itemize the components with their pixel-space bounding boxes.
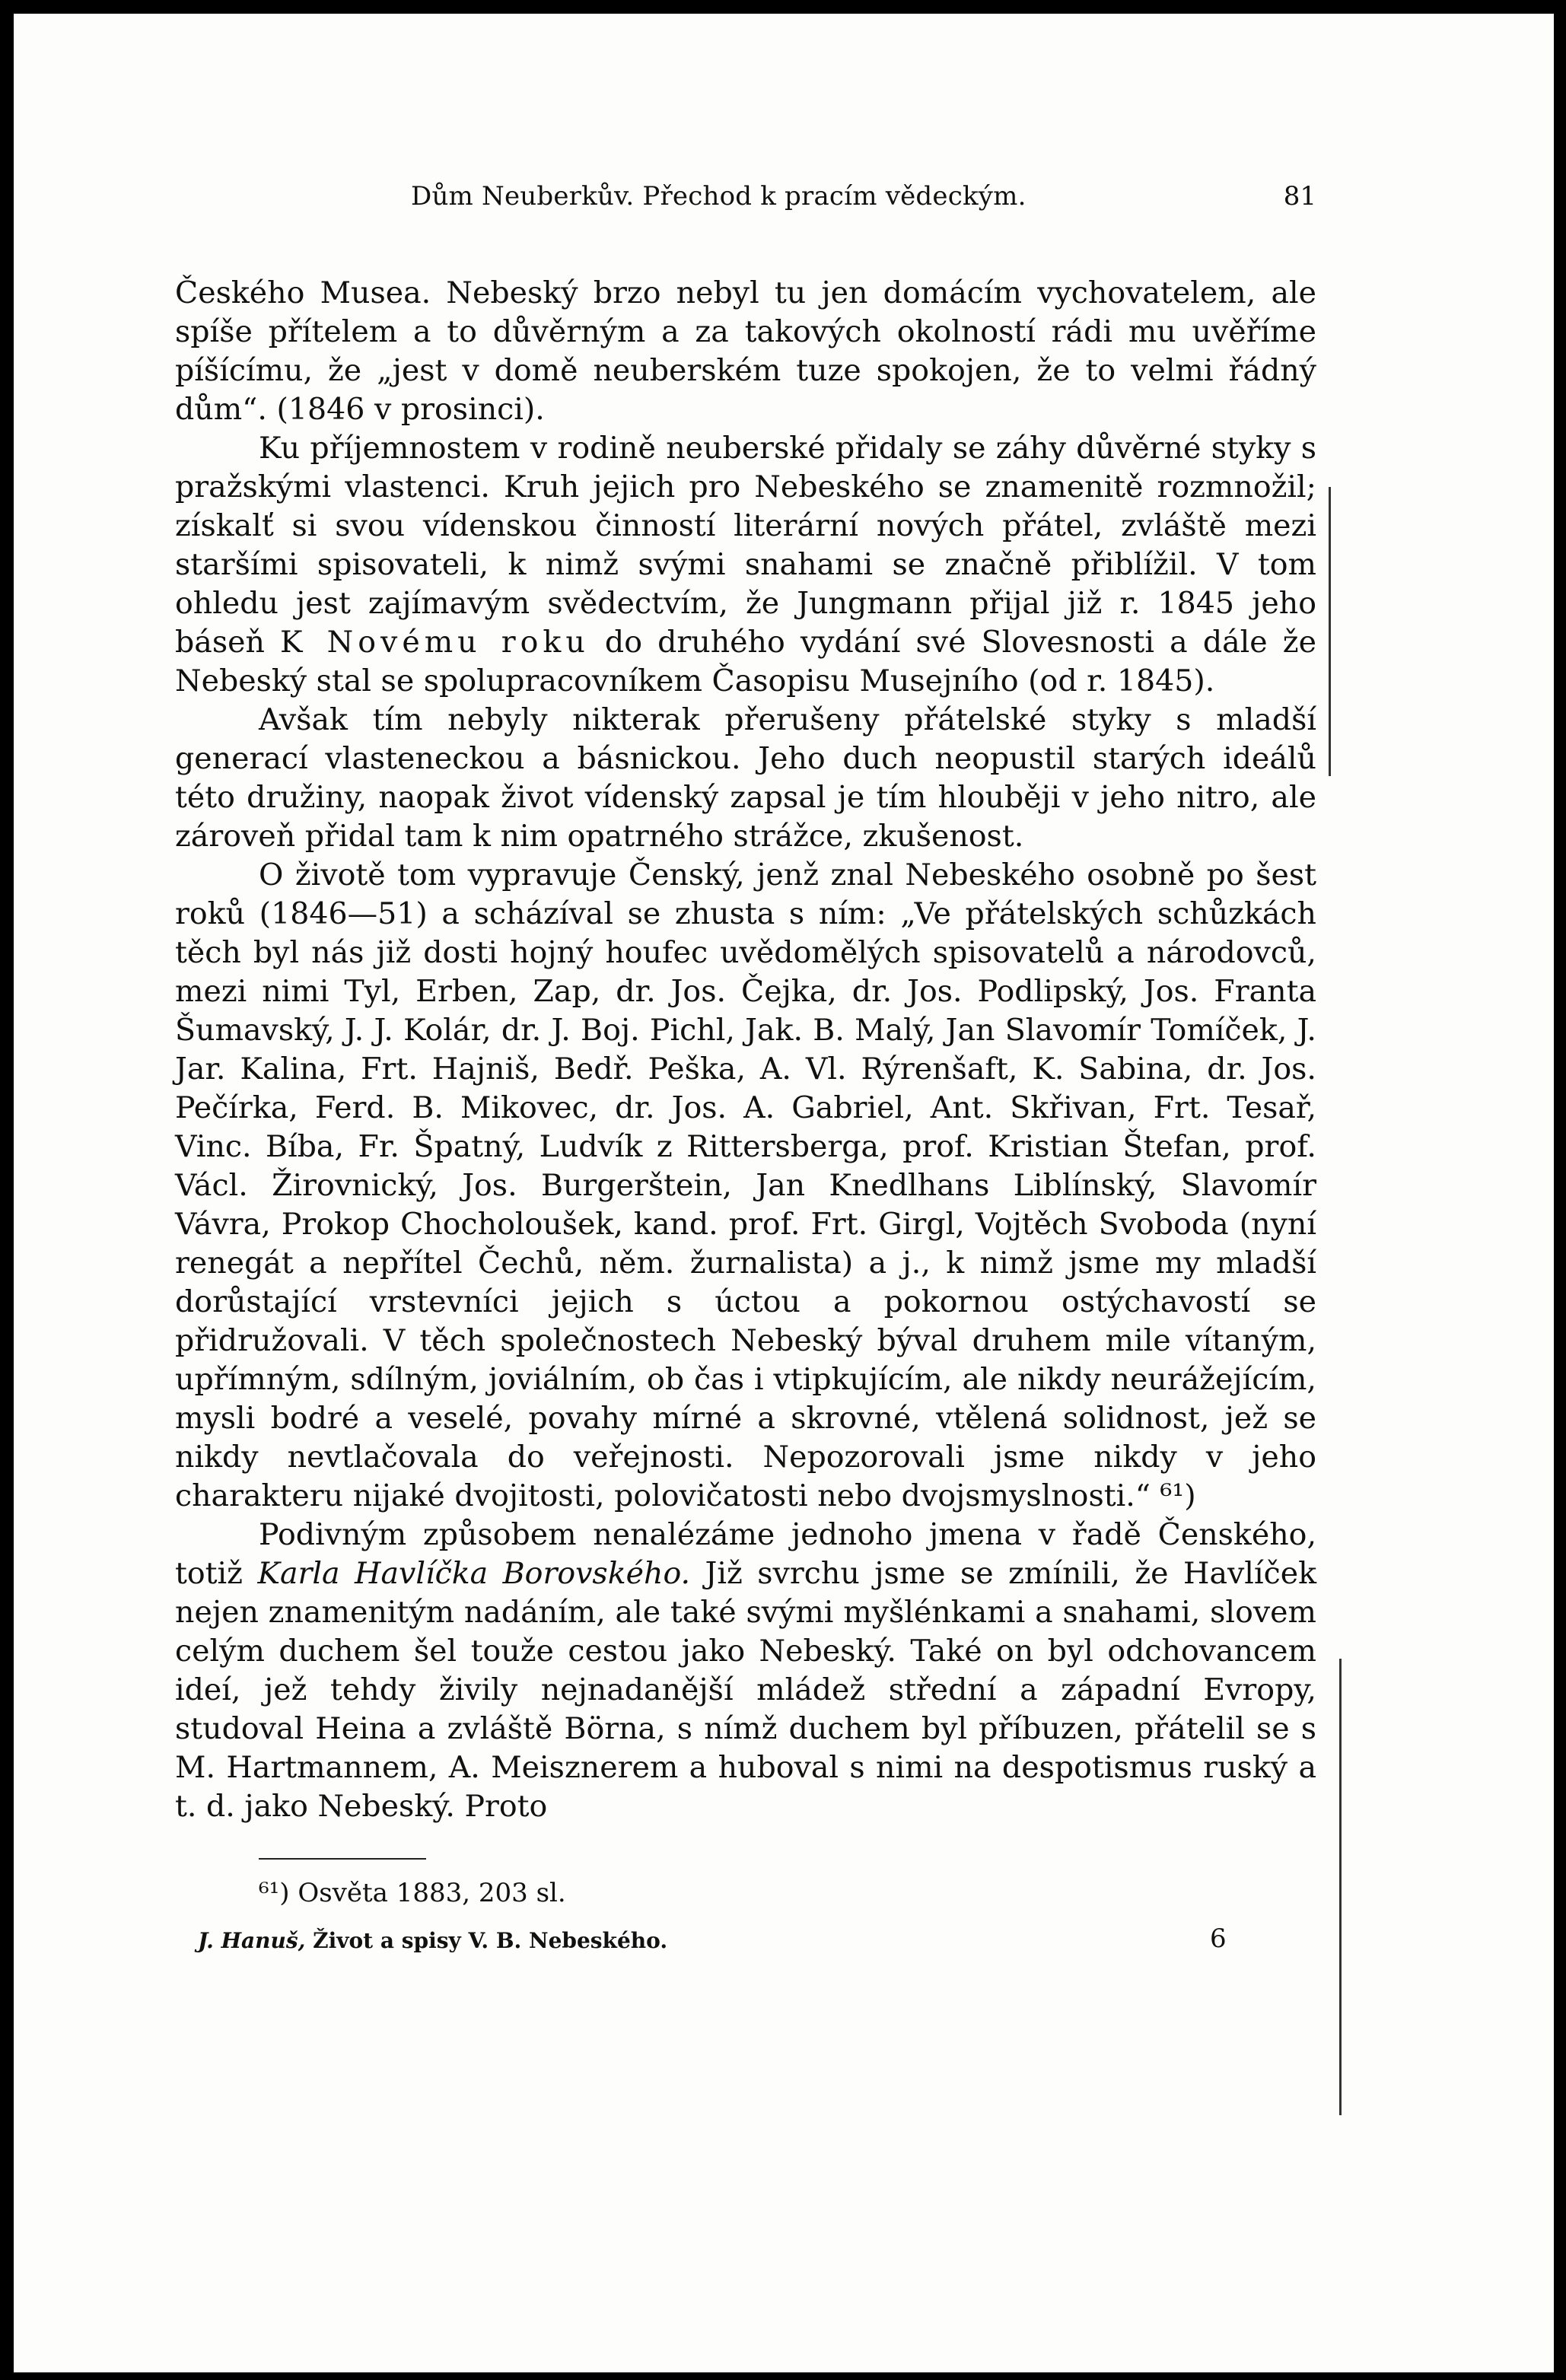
paragraph-2-text-a: Ku příjemnostem v rodině neuberské přidaly se záhy důvěrné styky s pražskými vlastenci. Kruh jejich pro Nebeského se znamenitě rozmnožil; získalť si svou vídenskou činností literární nových přátel, zvláště mezi staršími spisovateli, k nimž svými snahami se značně přiblížil. V tom ohledu jest zajímavým svědectvím, že Jungmann přijal již r. 1845 jeho báseň bbox=[175, 431, 1316, 660]
sheet-number: 6 bbox=[1210, 1923, 1227, 1954]
scan-left-edge bbox=[0, 0, 14, 2380]
paragraph-5-text-a: Podivným způsobem nenalézáme jednoho jmena v řadě Čenského, totiž bbox=[175, 1517, 1316, 1591]
running-head-title: Dům Neuberkův. Přechod k pracím vědeckým. bbox=[411, 181, 1026, 212]
signature-author: J. Hanuš, bbox=[198, 1928, 306, 1953]
paragraph-5 bbox=[175, 1516, 1316, 1826]
footnote: ⁶¹) Osvěta 1883, 203 sl. bbox=[259, 1878, 566, 1908]
book-page bbox=[175, 175, 1316, 1962]
margin-pencil-line bbox=[1329, 487, 1331, 776]
paragraph-4: O životě tom vypravuje Čenský, jenž znal Nebeského osobně po šest roků (1846—51) a scházíval se zhusta s ním: „Ve přátelských schůzkách těch byl nás již dosti hojný houfec uvědomělých spisovatelů a národovců, mezi nimi Tyl, Erben, Zap, dr. Jos. Čejka, dr. Jos. Podlipský, Jos. Franta Šumavský, J. J. Kolár, dr. J. Boj. Pichl, Jak. B. Malý, Jan Slavomír Tomíček, J. Jar. Kalina, Frt. Hajniš, Bedř. Peška, A. Vl. Rýrenšaft, K. Sabina, dr. Jos. Pečírka, Ferd. B. Mikovec, dr. Jos. A. Gabriel, Ant. Skřivan, Frt. Tesař, Vinc. Bíba, Fr. Špatný, Ludvík z Rittersberga, prof. Kristian Štefan, prof. Václ. Žirovnický, Jos. Burgerštein, Jan Knedlhans Liblínský, Slavomír Vávra, Prokop Chocholoušek, kand. prof. Frt. Girgl, Vojtěch Svoboda (nyní renegát a nepřítel Čechů, něm. žurnalista) a j., k nimž jsme my mladší dorůstající vrstevníci jejich s úctou a pokornou ostýchavostí se přidružovali. V těch společnostech Nebeský býval druhem mile vítaným, upřímným, sdílným, joviálním, ob čas i vtipkujícím, ale nikdy neurážejícím, mysli bodré a veselé, povahy mírné a skrovné, vtělená solidnost, jež se nikdy nevtlačovala do veřejnosti. Nepozorovali jsme nikdy v jeho charakteru nijaké dvojitosti, polovičatosti nebo dvojsmyslnosti.“ ⁶¹) bbox=[175, 858, 1316, 1513]
footnote-divider bbox=[259, 1858, 426, 1860]
signature-source bbox=[198, 1928, 667, 1953]
paragraph-3: Avšak tím nebyly nikterak přerušeny přátelské styky s mladší generací vlasteneckou a básnickou. Jeho duch neopustil starých ideálů této družiny, naopak život vídenský zapsal je tím hlouběji v jeho nitro, ale zároveň přidal tam k nim opatrného strážce, zkušenost. bbox=[175, 702, 1316, 854]
scan-right-edge bbox=[1554, 0, 1566, 2380]
paragraph-1: Českého Musea. Nebeský brzo nebyl tu jen domácím vychovatelem, ale spíše přítelem a to důvěrným a za takových okolností rádi mu uvěříme píšícímu, že „jest v domě neuberském tuze spokojen, že to velmi řádný dům“. (1846 v prosinci). bbox=[175, 275, 1316, 427]
paragraph-2-text-b: do druhého vydání své Slovesnosti a dále že Nebeský stal se spolupracovníkem Časopisu Musejního (od r. 1845). bbox=[175, 625, 1316, 698]
body-text bbox=[175, 274, 1316, 1826]
page-number: 81 bbox=[1283, 181, 1316, 212]
italic-name: Karla Havlíčka Borovského. bbox=[257, 1556, 691, 1591]
paragraph-2 bbox=[175, 429, 1316, 701]
paragraph-5-text-b: Již svrchu jsme se zmínili, že Havlíček nejen znamenitým nadáním, ale také svými myšlénkami a snahami, slovem celým duchem šel touže cestou jako Nebeský. Také on byl odchovancem ideí, jež tehdy živily nejnadanější mládež střední a západní Evropy, studoval Heina a zvláště Börna, s nímž duchem byl příbuzen, přátelil se s M. Hartmannem, A. Meisznerem a huboval s nimi na despotismus ruský a t. d. jako Nebeský. Proto bbox=[175, 1556, 1317, 1824]
margin-pencil-line bbox=[1339, 1659, 1342, 2115]
running-head bbox=[175, 175, 1316, 221]
poem-title-spaced: K Novému roku bbox=[280, 625, 590, 660]
signature-work: Život a spisy V. B. Nebeského. bbox=[305, 1928, 668, 1953]
signature-line bbox=[175, 1923, 1316, 1962]
